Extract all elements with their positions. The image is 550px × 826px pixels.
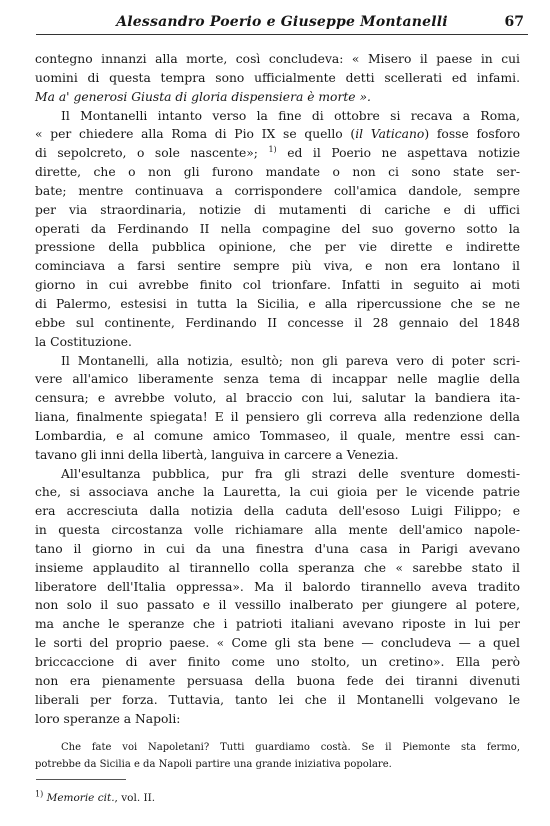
text-line: tano il giorno in cui da una finestra d'una casa in Parigi avevano: [35, 541, 520, 556]
footnote-title: Memorie cit.: [46, 792, 115, 804]
running-head: Alessandro Poerio e Giuseppe Montanelli: [116, 14, 448, 30]
italic-term: il Vaticano: [355, 127, 425, 142]
text-line: non solo il suo passato e il vessillo inalberato per giungere al potere,: [35, 598, 520, 613]
text-line: in questa circostanza volle richiamare alla mente dell'amico napole-: [35, 523, 520, 538]
text-line: censura; e avrebbe voluto, al braccio con lui, salutar la bandiera ita-: [35, 391, 520, 406]
paragraph-4: [35, 465, 520, 729]
footnote-rest: , vol. II.: [114, 792, 156, 804]
page-header: [36, 14, 528, 35]
footnote-marker: 1): [35, 789, 44, 799]
text-line: Lombardia, e al comune amico Tommaseo, il quale, mentre essi can-: [35, 428, 520, 443]
text-line: vere all'amico liberamente senza tema di incappar nelle maglie della: [35, 372, 520, 387]
text-line: la Costituzione.: [35, 334, 132, 349]
text-fragment: ) fosse fosforo: [424, 127, 520, 142]
text-line: uomini di questa tempra sono ufficialmente detti scellerati ed infami.: [35, 70, 520, 85]
text-line: per via straordinaria, notizie di mutamenti di cariche e di uffici: [35, 202, 520, 217]
text-line: giorno in cui avrebbe finito col trionfare. Infatti in seguito ai moti: [35, 278, 520, 293]
footnote: [35, 789, 156, 804]
text-line: tavano gli inni della libertà, languiva in carcere a Venezia.: [35, 447, 399, 462]
text-line-italic-quote: Ma a' generosi Giusta di gloria dispensiera è morte ».: [35, 89, 371, 104]
text-line-vaticano: [35, 125, 520, 144]
text-line: Il Montanelli intanto verso la fine di ottobre si recava a Roma,: [61, 108, 520, 123]
text-line: le sorti del proprio paese. « Come gli sta bene — concludeva — a quel: [35, 636, 520, 651]
footnote-divider: [36, 779, 126, 780]
text-line: cominciava a farsi sentire sempre più viva, e non era lontano il: [35, 259, 520, 274]
text-line-with-footnote-ref: [35, 144, 520, 163]
footnote-reference: 1): [268, 145, 277, 155]
text-line: non era pienamente persuasa della buona fede dei tiranni divenuti: [35, 673, 520, 688]
text-line: dirette, che o non gli furono mandate o non ci sono state ser-: [35, 165, 520, 180]
text-line: All'esultanza pubblica, pur fra gli strazi delle sventure domesti-: [61, 466, 520, 481]
text-line: ma anche le speranze che i patrioti italiani avevano riposte in lui per: [35, 617, 520, 632]
text-line: operati da Ferdinando II nella compagine del suo governo sotto la: [35, 221, 520, 236]
page-number: 67: [504, 14, 524, 30]
text-line: era accresciuta dalla notizia della caduta dell'esoso Luigi Filippo; e: [35, 504, 520, 519]
paragraph-1: [35, 50, 520, 107]
text-line: bate; mentre continuava a corrispondere coll'amica dandole, sempre: [35, 183, 520, 198]
text-line: Il Montanelli, alla notizia, esultò; non gli pareva vero di poter scri-: [61, 353, 520, 368]
text-line: di Palermo, estesisi in tutta la Sicilia, e alla ripercussione che se ne: [35, 296, 520, 311]
text-line: insieme applaudito al tirannello colla speranza che « sarebbe stato il: [35, 560, 520, 575]
text-line: che, si associava anche la Lauretta, la cui gioia per le vicende patrie: [35, 485, 520, 500]
paragraph-2: [35, 107, 520, 352]
text-line: ebbe sul continente, Ferdinando II concesse il 28 gennaio del 1848: [35, 315, 520, 330]
text-line: liberali per forza. Tuttavia, tanto lei che il Montanelli volgevano le: [35, 692, 520, 707]
text-line: contegno innanzi alla morte, così concludeva: « Misero il paese in cui: [35, 52, 520, 66]
body-text: [35, 50, 520, 728]
text-fragment: di sepolcreto, o sole nascente»;: [35, 146, 258, 161]
text-fragment: ed il Poerio ne aspettava notizie: [287, 146, 520, 161]
text-fragment: « per chiedere alla Roma di Pio IX se quello (: [35, 127, 356, 142]
text-line: liberatore dell'Italia oppressa». Ma il balordo tirannello aveva tradito: [35, 579, 520, 594]
quote-line: potrebbe da Sicilia e da Napoli partire una grande iniziativa popolare.: [35, 759, 392, 770]
text-line: briccaccione di aver finito come uno stolto, un cretino». Ella però: [35, 655, 520, 669]
quote-line: Che fate voi Napoletani? Tutti guardiamo costà. Se il Piemonte sta fermo,: [61, 742, 520, 753]
text-line: loro speranze a Napoli:: [35, 711, 181, 726]
text-line: pressione della pubblica opinione, che per vie dirette e indirette: [35, 240, 520, 255]
block-quote: [35, 739, 520, 773]
text-line: liana, finalmente spiegata! E il pensiero gli correva alla redenzione della: [35, 410, 520, 425]
paragraph-3: [35, 352, 520, 465]
